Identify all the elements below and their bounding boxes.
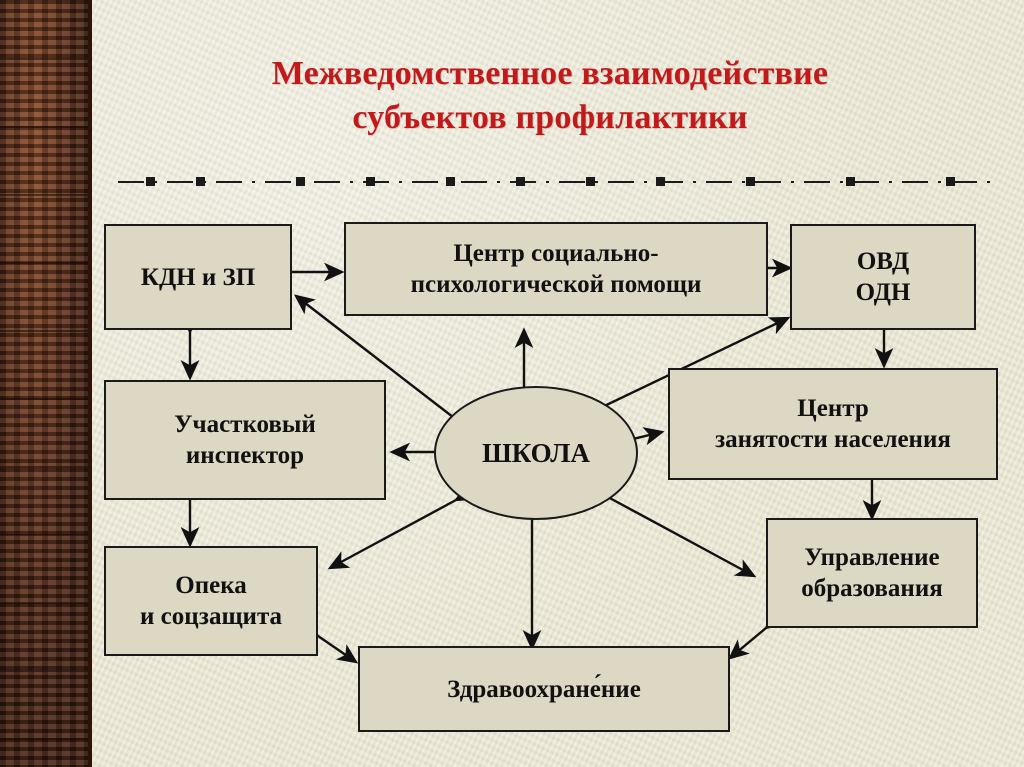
node-center-psychological-help-line2: психологической помощи — [410, 271, 702, 298]
node-education-department-line1: Управление — [804, 544, 940, 571]
node-ovd-odn[interactable] — [790, 224, 976, 330]
node-school[interactable] — [434, 386, 638, 520]
node-guardianship-line1: Опека — [175, 572, 247, 599]
node-district-inspector[interactable] — [104, 380, 386, 500]
page-title — [110, 52, 990, 139]
node-education-department-line2: образования — [801, 575, 943, 602]
node-district-inspector-line1: Участковый — [174, 411, 316, 438]
page-title-line1: Межведомственное взаимодействие — [271, 55, 829, 92]
title-divider — [118, 176, 990, 188]
page-title-line2: субъектов профилактики — [352, 98, 748, 136]
node-employment-center[interactable] — [668, 368, 998, 480]
node-ovd-odn-line2: ОДН — [855, 279, 911, 306]
node-guardianship-social-protection[interactable] — [104, 546, 318, 656]
node-kdn-label: КДН и ЗП — [140, 263, 256, 291]
node-kdn[interactable] — [104, 224, 292, 330]
node-healthcare-label: Здравоохране́ние — [447, 675, 641, 703]
node-district-inspector-line2: инспектор — [185, 442, 305, 469]
node-guardianship-line2: и соцзащита — [139, 603, 283, 630]
node-healthcare[interactable] — [358, 646, 730, 732]
node-employment-center-line1: Центр — [797, 395, 869, 422]
node-school-label: ШКОЛА — [482, 437, 590, 468]
node-education-department[interactable] — [766, 518, 978, 628]
node-center-psychological-help[interactable] — [344, 222, 768, 316]
node-center-psychological-help-line1: Центр социально- — [453, 240, 659, 267]
decorative-left-border — [0, 0, 92, 767]
node-employment-center-line2: занятости населения — [715, 426, 951, 453]
node-ovd-odn-line1: ОВД — [856, 248, 910, 275]
